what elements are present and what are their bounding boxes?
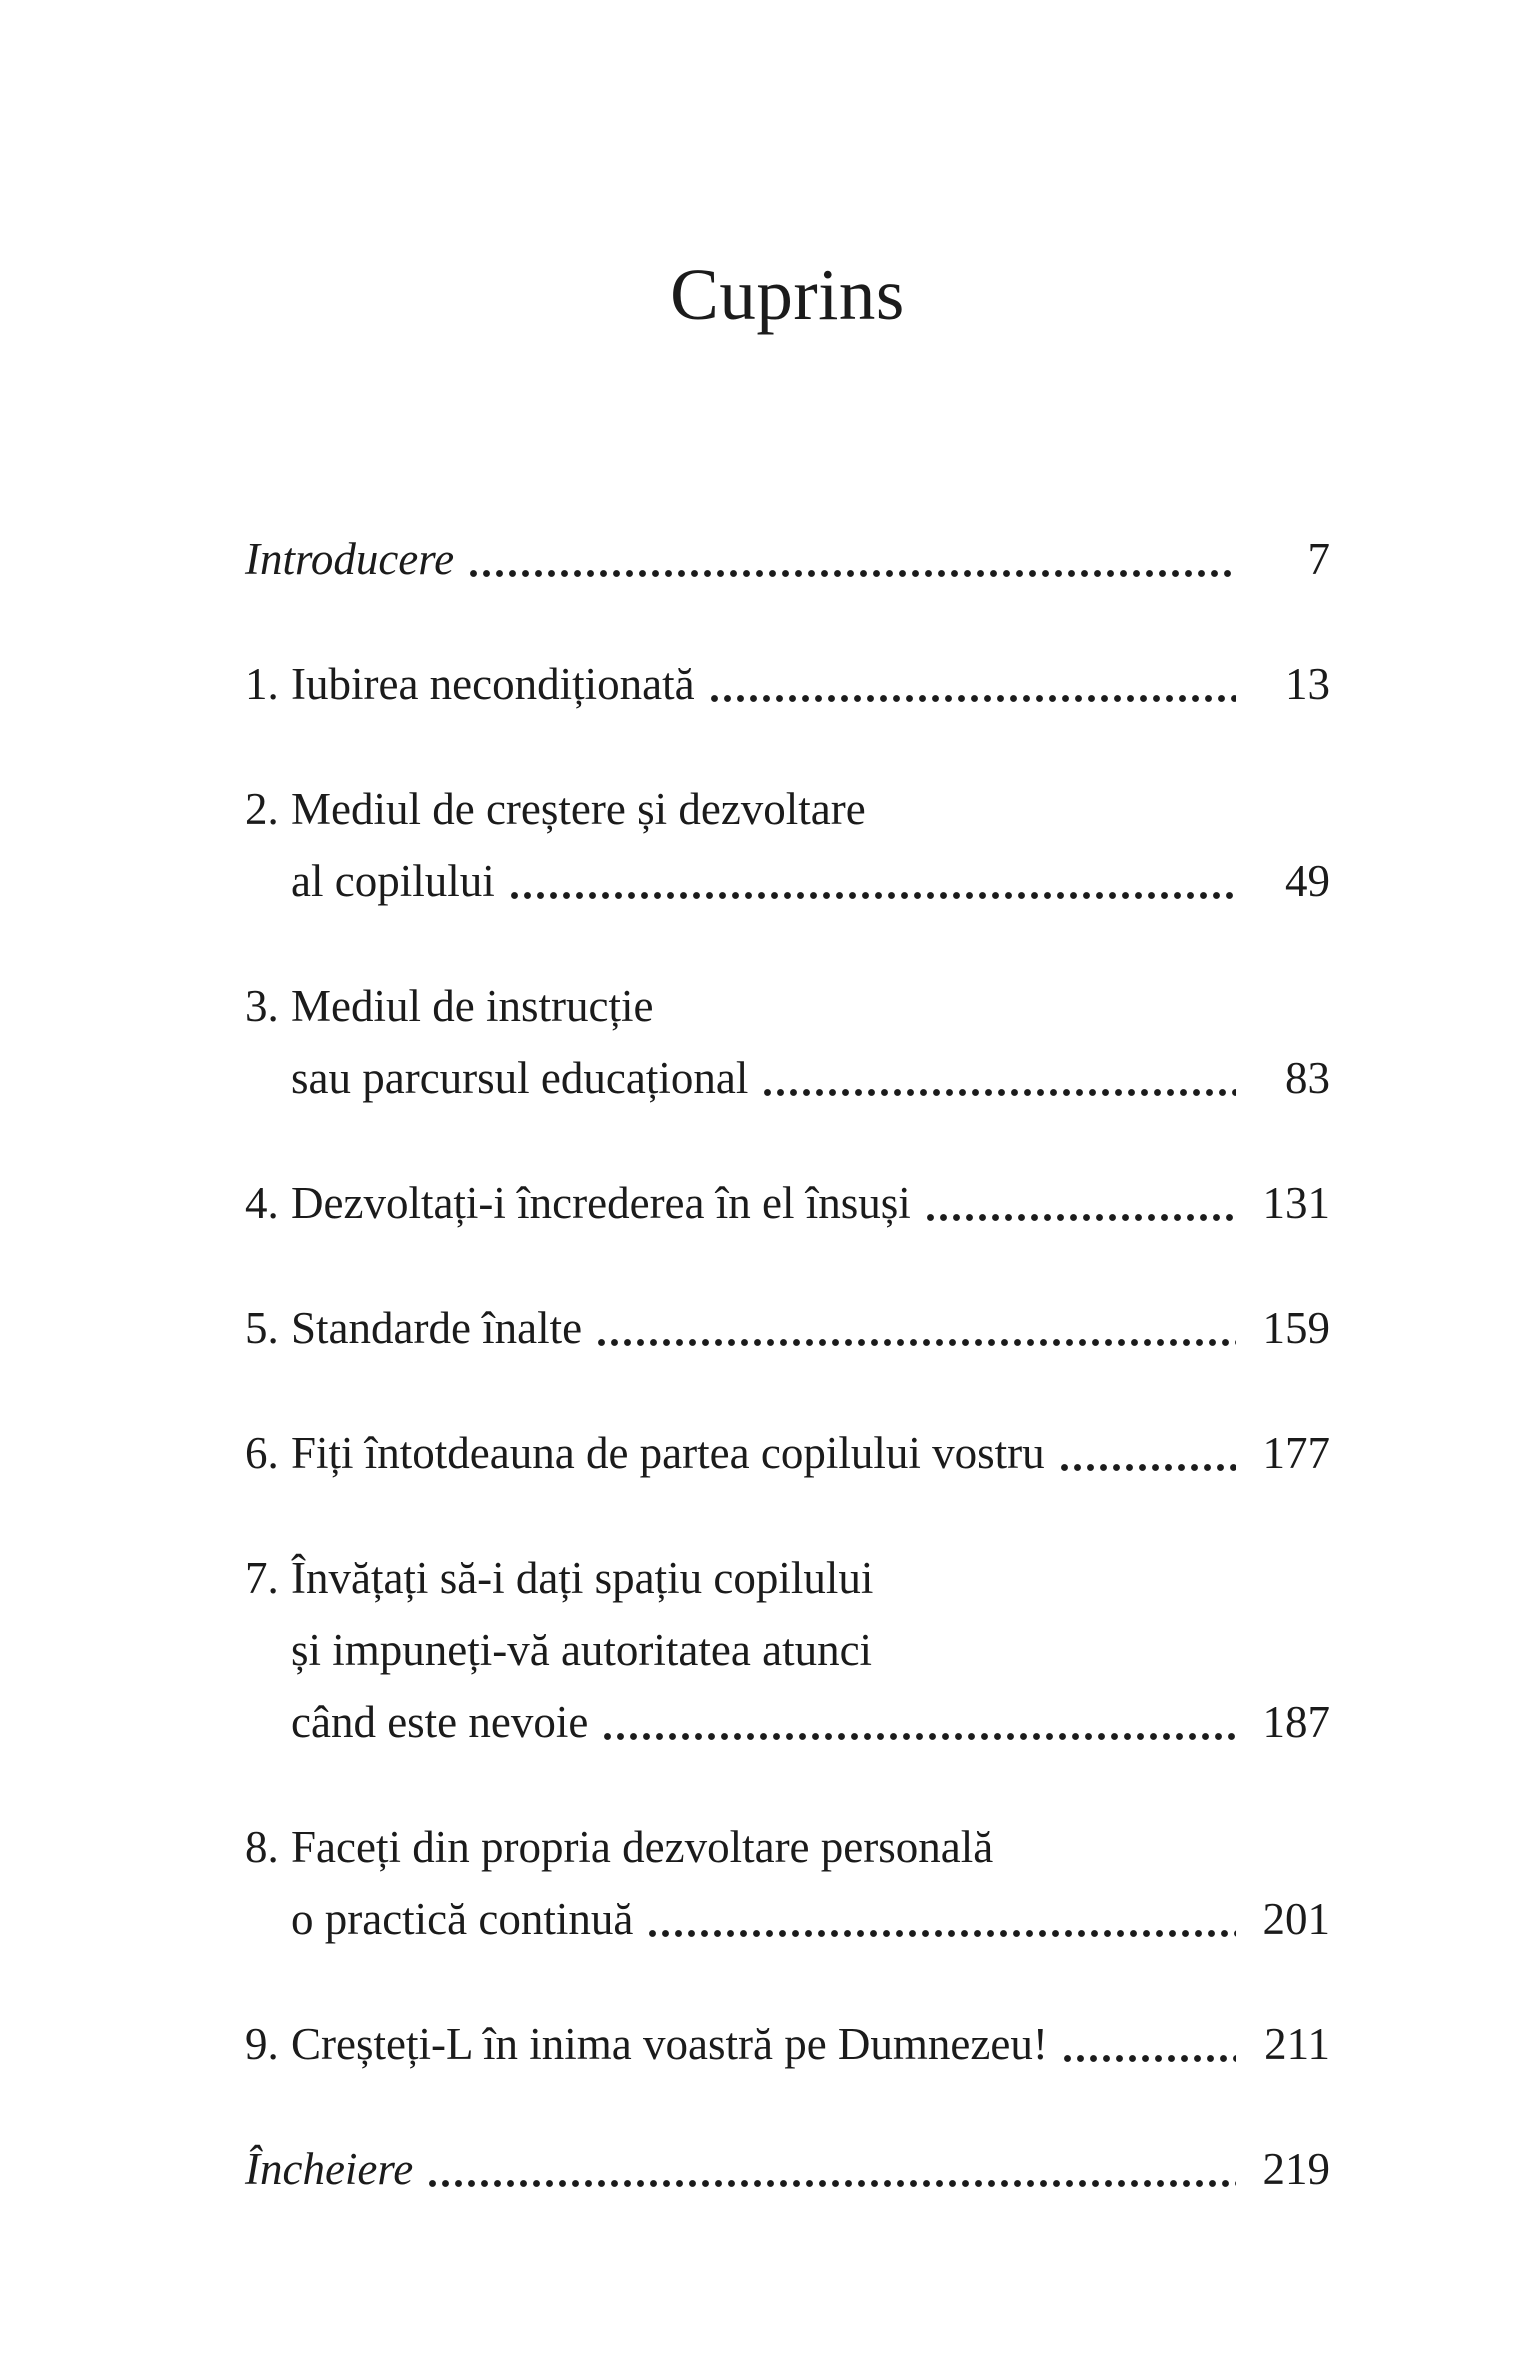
entry-title-text: când este nevoie — [291, 1697, 589, 1747]
toc-entry — [245, 970, 1330, 1114]
toc-entry — [245, 1417, 1330, 1489]
entry-title-text: și impuneți-vă autoritatea atunci — [291, 1625, 873, 1675]
entry-title-text: o practică continuă — [291, 1894, 634, 1944]
toc-entry-line — [245, 1686, 1330, 1758]
toc-entry-line — [245, 2133, 1330, 2205]
toc-entry — [245, 1292, 1330, 1364]
toc-entry-line — [245, 1292, 1330, 1364]
toc-entry — [245, 648, 1330, 720]
entry-title-text: Creșteți-L în inima voastră pe Dumnezeu! — [291, 2019, 1048, 2069]
entry-page-number: 49 — [1285, 856, 1330, 906]
entry-title-text: Introducere — [245, 534, 455, 584]
toc-entry-line — [245, 1417, 1330, 1489]
dotted-leader — [761, 1042, 1236, 1114]
dotted-leader — [595, 1292, 1236, 1364]
toc-entry-line — [245, 2008, 1330, 2080]
entry-number: 2. — [245, 784, 279, 834]
entry-page-number: 83 — [1285, 1053, 1330, 1103]
toc-entry — [245, 2008, 1330, 2080]
toc-entry-line — [245, 523, 1330, 595]
entry-title-text: sau parcursul educațional — [291, 1053, 749, 1103]
entry-page-number: 187 — [1262, 1697, 1330, 1747]
toc-entry-line — [245, 1042, 1330, 1114]
entry-title-text: Mediul de creștere și dezvoltare — [291, 784, 866, 834]
entry-number: 8. — [245, 1822, 279, 1872]
entry-page-number: 13 — [1285, 659, 1330, 709]
entry-page-number: 201 — [1262, 1894, 1330, 1944]
toc-entry — [245, 1811, 1330, 1955]
dotted-leader — [708, 648, 1236, 720]
toc-entry-line — [245, 1614, 1330, 1686]
dotted-leader — [601, 1686, 1236, 1758]
entry-title-text: Iubirea necondiționată — [291, 659, 695, 709]
entry-page-number: 7 — [1307, 534, 1330, 584]
toc-entry-line — [245, 648, 1330, 720]
dotted-leader — [467, 523, 1236, 595]
toc-entry-line — [245, 970, 1330, 1042]
entry-number: 7. — [245, 1553, 279, 1603]
toc-entry-line — [245, 1883, 1330, 1955]
entry-page-number: 159 — [1262, 1303, 1330, 1353]
toc-entry-line — [245, 1542, 1330, 1614]
toc-entry-line — [245, 1811, 1330, 1883]
toc-entry-line — [245, 773, 1330, 845]
entry-page-number: 219 — [1262, 2144, 1330, 2194]
entry-page-number: 131 — [1262, 1178, 1330, 1228]
toc-entry-line — [245, 845, 1330, 917]
dotted-leader — [924, 1167, 1236, 1239]
entry-title-text: Fiți întotdeauna de partea copilului vostru — [291, 1428, 1045, 1478]
entry-title-text: Încheiere — [245, 2144, 414, 2194]
toc-entry-line — [245, 1167, 1330, 1239]
toc-entry — [245, 1542, 1330, 1758]
dotted-leader — [508, 845, 1236, 917]
dotted-leader — [646, 1883, 1236, 1955]
entry-title-text: Dezvoltați-i încrederea în el însuși — [291, 1178, 911, 1228]
entry-title-text: Standarde înalte — [291, 1303, 583, 1353]
toc-entry — [245, 1167, 1330, 1239]
entry-number: 1. — [245, 659, 279, 709]
dotted-leader — [426, 2133, 1236, 2205]
dotted-leader — [1061, 2008, 1236, 2080]
entry-number: 9. — [245, 2019, 279, 2069]
entry-number: 6. — [245, 1428, 279, 1478]
page-title: Cuprins — [670, 254, 905, 335]
toc-entry — [245, 2133, 1330, 2205]
entry-number: 5. — [245, 1303, 279, 1353]
entry-title-text: Faceți din propria dezvoltare personală — [291, 1822, 994, 1872]
entry-number: 4. — [245, 1178, 279, 1228]
entry-page-number: 177 — [1262, 1428, 1330, 1478]
dotted-leader — [1058, 1417, 1236, 1489]
entry-title-text: al copilului — [291, 856, 495, 906]
entry-title-text: Învățați să-i dați spațiu copilului — [291, 1553, 874, 1603]
entry-title-text: Mediul de instrucție — [291, 981, 654, 1031]
toc-entry — [245, 523, 1330, 595]
toc-entries — [245, 523, 1330, 2205]
entry-number: 3. — [245, 981, 279, 1031]
toc-entry — [245, 773, 1330, 917]
entry-page-number: 211 — [1264, 2019, 1330, 2069]
